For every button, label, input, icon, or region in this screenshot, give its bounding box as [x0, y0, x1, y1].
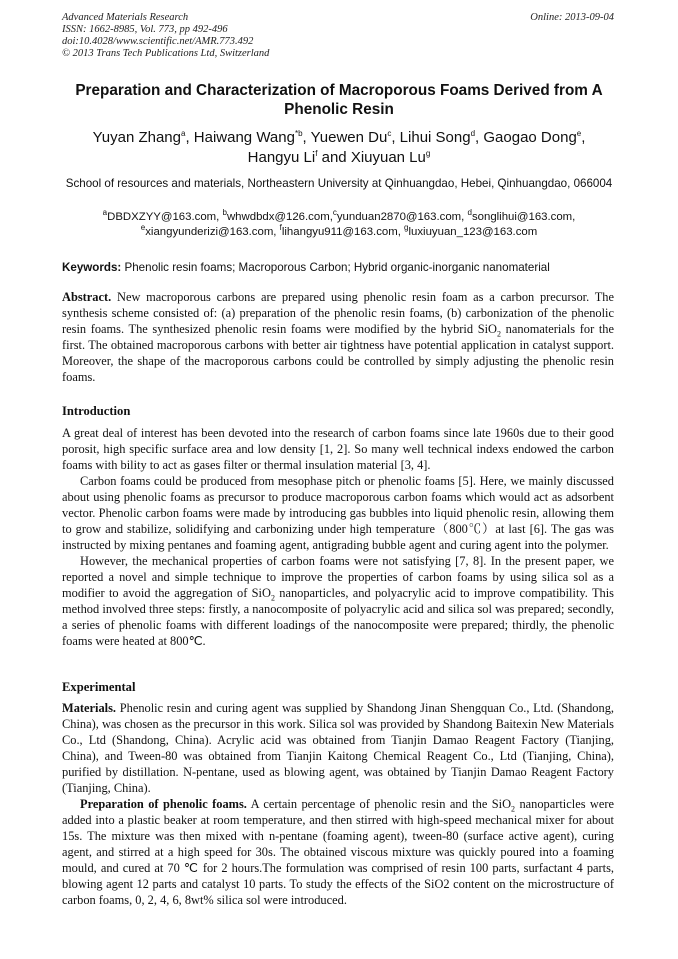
doi-line: doi:10.4028/www.scientific.net/AMR.773.492	[62, 36, 254, 47]
author-name: Lihui Song	[399, 129, 471, 146]
keywords	[62, 260, 616, 275]
author-separator: ,	[475, 129, 484, 146]
paragraph-text: However, the mechanical properties of carbon foams were not satisfying [7, 8]. In the present paper, we reported a novel and simple technique to improve the properties of carbon foams by using silica sol as a modifier to avoid the aggregation of SiO	[62, 554, 614, 600]
author-name: Yuewen Du	[310, 129, 388, 146]
issn-line: ISSN: 1662-8985, Vol. 773, pp 492-496	[62, 24, 228, 35]
author-affil-mark: d	[470, 129, 476, 138]
subsection-label: Materials.	[62, 701, 117, 715]
abstract-label: Abstract.	[62, 290, 112, 304]
paragraph: A great deal of interest has been devoted into the research of carbon foams since late 1960s due to their good porosit, high specific surface area and low density [1, 2]. So many well technical indexs endowed the carbon foams with bility to act as gases filter or thermal insulation material [3, 4].	[62, 426, 614, 472]
keywords-text: Phenolic resin foams; Macroporous Carbon; Hybrid organic-inorganic nanomaterial	[121, 261, 550, 274]
author-separator: ,	[185, 129, 194, 146]
email-address: yunduan2870@163.com,	[336, 211, 468, 223]
keywords-label: Keywords:	[62, 261, 122, 274]
author-affil-mark: a	[180, 129, 186, 138]
email-address: xiangyunderizi@163.com,	[145, 226, 280, 238]
paragraph	[62, 700, 614, 796]
paper-title: Preparation and Characterization of Macroporous Foams Derived from A Phenolic Resin	[75, 82, 603, 118]
author-name: Gaogao Dong	[483, 129, 577, 146]
email-mark: c	[332, 208, 337, 218]
author-affil-mark: *b	[294, 129, 303, 138]
paragraph: Carbon foams could be produced from mesophase pitch or phenolic foams [5]. Here, we mainly discussed about using phenolic foams as precursor to produce macroporous carbon foams which would act as adsorbent vector. Phenolic carbon foams were made by introducing gas bubbles into liquid phenolic resin, allowing them to grow and stabilize, solidifying and carbonizing under high temperature（800℃）at last [6]. The gas was instructed by mixing pentanes and foaming agent, antigrading bubble agent and curing agent into the polymer.	[62, 474, 614, 552]
email-mark: g	[404, 223, 409, 233]
author-separator: ,	[581, 129, 586, 146]
author-separator: ,	[302, 129, 311, 146]
email-mark: a	[102, 208, 108, 218]
email-address: DBDXZYY@163.com,	[107, 211, 223, 223]
author-separator: and	[317, 149, 351, 166]
author-name: Haiwang Wang	[193, 129, 295, 146]
author-name: Xiuyuan Lu	[350, 149, 426, 166]
online-date: Online: 2013-09-04	[530, 12, 614, 23]
author-affil-mark: f	[315, 149, 318, 158]
email-list	[62, 210, 616, 240]
email-mark: e	[140, 223, 146, 233]
abstract-text: nanomaterials for the first. The obtained macroporous carbons with better air tightness have potential application in catalyst support. Moreover, the shape of the macroporous carbons could be controlled by simply adjusting the phenolic resin foams.	[62, 322, 614, 384]
subscript: 2	[511, 804, 516, 814]
journal-name: Advanced Materials Research	[62, 12, 189, 23]
email-address: whwdbdx@126.com,	[226, 211, 333, 223]
introduction-body	[62, 425, 614, 649]
journal-header	[62, 12, 269, 60]
email-mark: f	[279, 223, 282, 233]
abstract-text: New macroporous carbons are prepared using phenolic resin foam as a carbon precursor. The synthesis scheme consisted of: (a) preparation of the phenolic resin foams, (b) carbonization of the phenolic resin foams. The synthesized phenolic resin foams were modified by the hybrid SiO	[62, 290, 614, 336]
email-address: songlihui@163.com,	[471, 211, 576, 223]
author-affil-mark: g	[425, 149, 431, 158]
paragraph-text: Phenolic resin and curing agent was supplied by Shandong Jinan Shengquan Co., Ltd. (Shandong, China), was chosen as the precursor in this work. Silica sol was provided by Shandong Baitexin New Materials Co., Ltd (Shandong, China). Acrylic acid was obtained from Tianjin Damao Reagent Factory (Tianjing, China), and Tween-80 was obtained from Tianjin Kaitong Chemical Reagent Co., Ltd (Tianjing, China), purified by distillation. N-pentane, used as blowing agent, was obtained by Tianjin Damao Reagent Factory (Tianjing, China).	[62, 701, 614, 795]
author-list	[62, 128, 616, 168]
affiliation: School of resources and materials, Northeastern University at Qinhuangdao, Hebei, Qinhuangdao, 066004	[65, 177, 613, 190]
author-name: Yuyan Zhang	[92, 129, 181, 146]
paragraph-text: nanoparticles were added into a plastic beaker at room temperature, and then stirred with high-speed mechanical mixer for about 15s. The mixture was then mixed with n-pentane (foaming agent), tween-80 (surface active agent), curing agent, and stirred at a high speed for 30s. The obtained viscous mixture was quickly poured into a foaming mould, and cured at 70 ℃ for 2 hours.The formulation was comprised of resin 100 parts, surfactant 4 parts, blowing agent 12 parts and catalyst 10 parts. To study the effects of the SiO2 content on the microstructure of carbon foams, 0, 2, 4, 6, 8wt% silica sol were introduced.	[62, 797, 615, 907]
email-mark: b	[222, 208, 227, 218]
author-name: Hangyu Li	[247, 149, 316, 166]
abstract	[62, 289, 614, 385]
subscript: 2	[270, 593, 275, 603]
email-address: luxiuyuan_123@163.com	[408, 226, 538, 238]
subscript: 2	[496, 329, 501, 339]
paragraph-text: nanoparticles, and polyacrylic acid to improve compatibility. This method involved three steps: firstly, a nanocomposite of polyacrylic acid and silica sol was prepared; secondly, a series of phenolic foams with different loadings of the nanocomposite were prepared; thirdly, the phenolic foams were heated at 800℃.	[62, 586, 614, 648]
author-affil-mark: c	[387, 129, 392, 138]
paragraph-text: A certain percentage of phenolic resin and the SiO	[246, 797, 512, 811]
subsection-label: Preparation of phenolic foams.	[80, 797, 247, 811]
author-affil-mark: e	[576, 129, 582, 138]
section-heading-experimental: Experimental	[62, 680, 136, 694]
email-address: lihangyu911@163.com,	[281, 226, 405, 238]
experimental-body	[62, 700, 614, 908]
copyright-line: © 2013 Trans Tech Publications Ltd, Switzerland	[62, 48, 270, 59]
paragraph	[62, 553, 614, 649]
paragraph	[62, 796, 614, 908]
author-separator: ,	[391, 129, 400, 146]
section-heading-introduction: Introduction	[62, 404, 131, 418]
email-mark: d	[467, 208, 472, 218]
